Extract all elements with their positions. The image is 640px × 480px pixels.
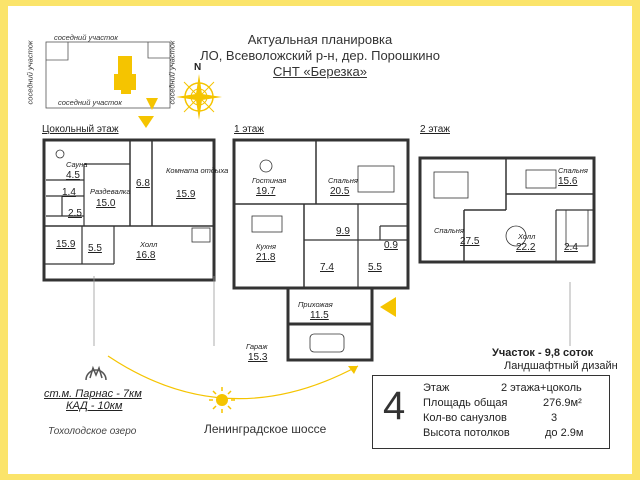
room-label: Холл: [518, 232, 536, 241]
sun-path: [98, 346, 378, 416]
basement-title: Цокольный этаж: [42, 124, 119, 135]
basement-entrance-arrow-icon: [138, 114, 154, 128]
room-area: 22.2: [516, 242, 536, 253]
plot-outline: [88, 276, 608, 356]
room-area: 15.0: [96, 198, 116, 209]
room-area: 7.4: [320, 262, 334, 273]
plot-title: Участок - 9,8 соток: [492, 347, 594, 359]
room-area: 20.5: [330, 186, 350, 197]
room-area: 5.5: [368, 262, 382, 273]
room-label: Прихожая: [298, 300, 333, 309]
room-label: Сауна: [66, 160, 88, 169]
sun-icon: [208, 386, 236, 414]
room-area: 2.4: [564, 242, 578, 253]
site-top-label: соседний участок: [54, 33, 118, 42]
info-value: 3: [551, 412, 558, 424]
page-content: [8, 6, 632, 474]
room-area: 15.9: [56, 239, 76, 250]
room-area: 15.3: [248, 352, 268, 363]
second-floor-title: 2 этаж: [420, 124, 450, 135]
header-line3: СНТ «Березка»: [273, 64, 367, 79]
compass-north-label: N: [194, 62, 202, 73]
lake-label: Тохолодское озеро: [48, 426, 137, 437]
kad-distance: КАД - 10км: [66, 400, 123, 412]
room-area: 1.4: [62, 187, 76, 198]
room-area: 21.8: [256, 252, 276, 263]
room-area: 5.5: [88, 243, 102, 254]
room-label: Гараж: [246, 342, 268, 351]
room-area: 15.6: [558, 176, 578, 187]
room-area: 19.7: [256, 186, 276, 197]
info-number: 4: [383, 384, 406, 428]
site-bottom-label: соседний участок: [58, 98, 122, 107]
room-label: Раздевалка: [90, 187, 131, 196]
info-box: [372, 375, 610, 449]
road-label: Ленинградское шоссе: [204, 422, 327, 436]
info-label: Высота потолков: [423, 427, 510, 439]
room-label: Комната отдыха: [166, 166, 229, 175]
plot-subtitle: Ландшафтный дизайн: [504, 360, 618, 372]
room-label: Холл: [140, 240, 158, 249]
info-label: Площадь общая: [423, 397, 508, 409]
room-area: 4.5: [66, 170, 80, 181]
header-line1: Актуальная планировка: [247, 32, 393, 47]
info-label: Этаж: [423, 382, 450, 394]
room-area: 0.9: [384, 240, 398, 251]
room-area: 6.8: [136, 178, 150, 189]
site-left-label: соседний участок: [25, 40, 35, 105]
room-area: 2.5: [68, 208, 82, 219]
info-value: до 2.9м: [545, 427, 584, 439]
site-right-label: соседний участок: [167, 40, 177, 105]
info-label: Кол-во санузлов: [423, 412, 507, 424]
header-line2: ЛО, Всеволожский р-н, дер. Порошкино: [200, 48, 440, 63]
room-area: 11.5: [310, 310, 329, 321]
room-area: 9.9: [336, 226, 350, 237]
room-label: Спальня: [558, 166, 588, 175]
room-area: 27.5: [460, 236, 480, 247]
info-value: 2 этажа+цоколь: [501, 382, 582, 394]
compass-icon: [174, 72, 224, 122]
room-label: Кухня: [256, 242, 276, 251]
info-value: 276.9м²: [543, 397, 582, 409]
basement-plan: [40, 136, 220, 286]
room-area: 16.8: [136, 250, 156, 261]
metro-distance: ст.м. Парнас - 7км: [44, 388, 142, 400]
room-label: Спальня: [328, 176, 358, 185]
first-floor-title: 1 этаж: [234, 124, 264, 135]
room-label: Спальня: [434, 226, 464, 235]
room-label: Гостиная: [252, 176, 287, 185]
room-area: 15.9: [176, 189, 196, 200]
metro-icon: [82, 362, 110, 384]
